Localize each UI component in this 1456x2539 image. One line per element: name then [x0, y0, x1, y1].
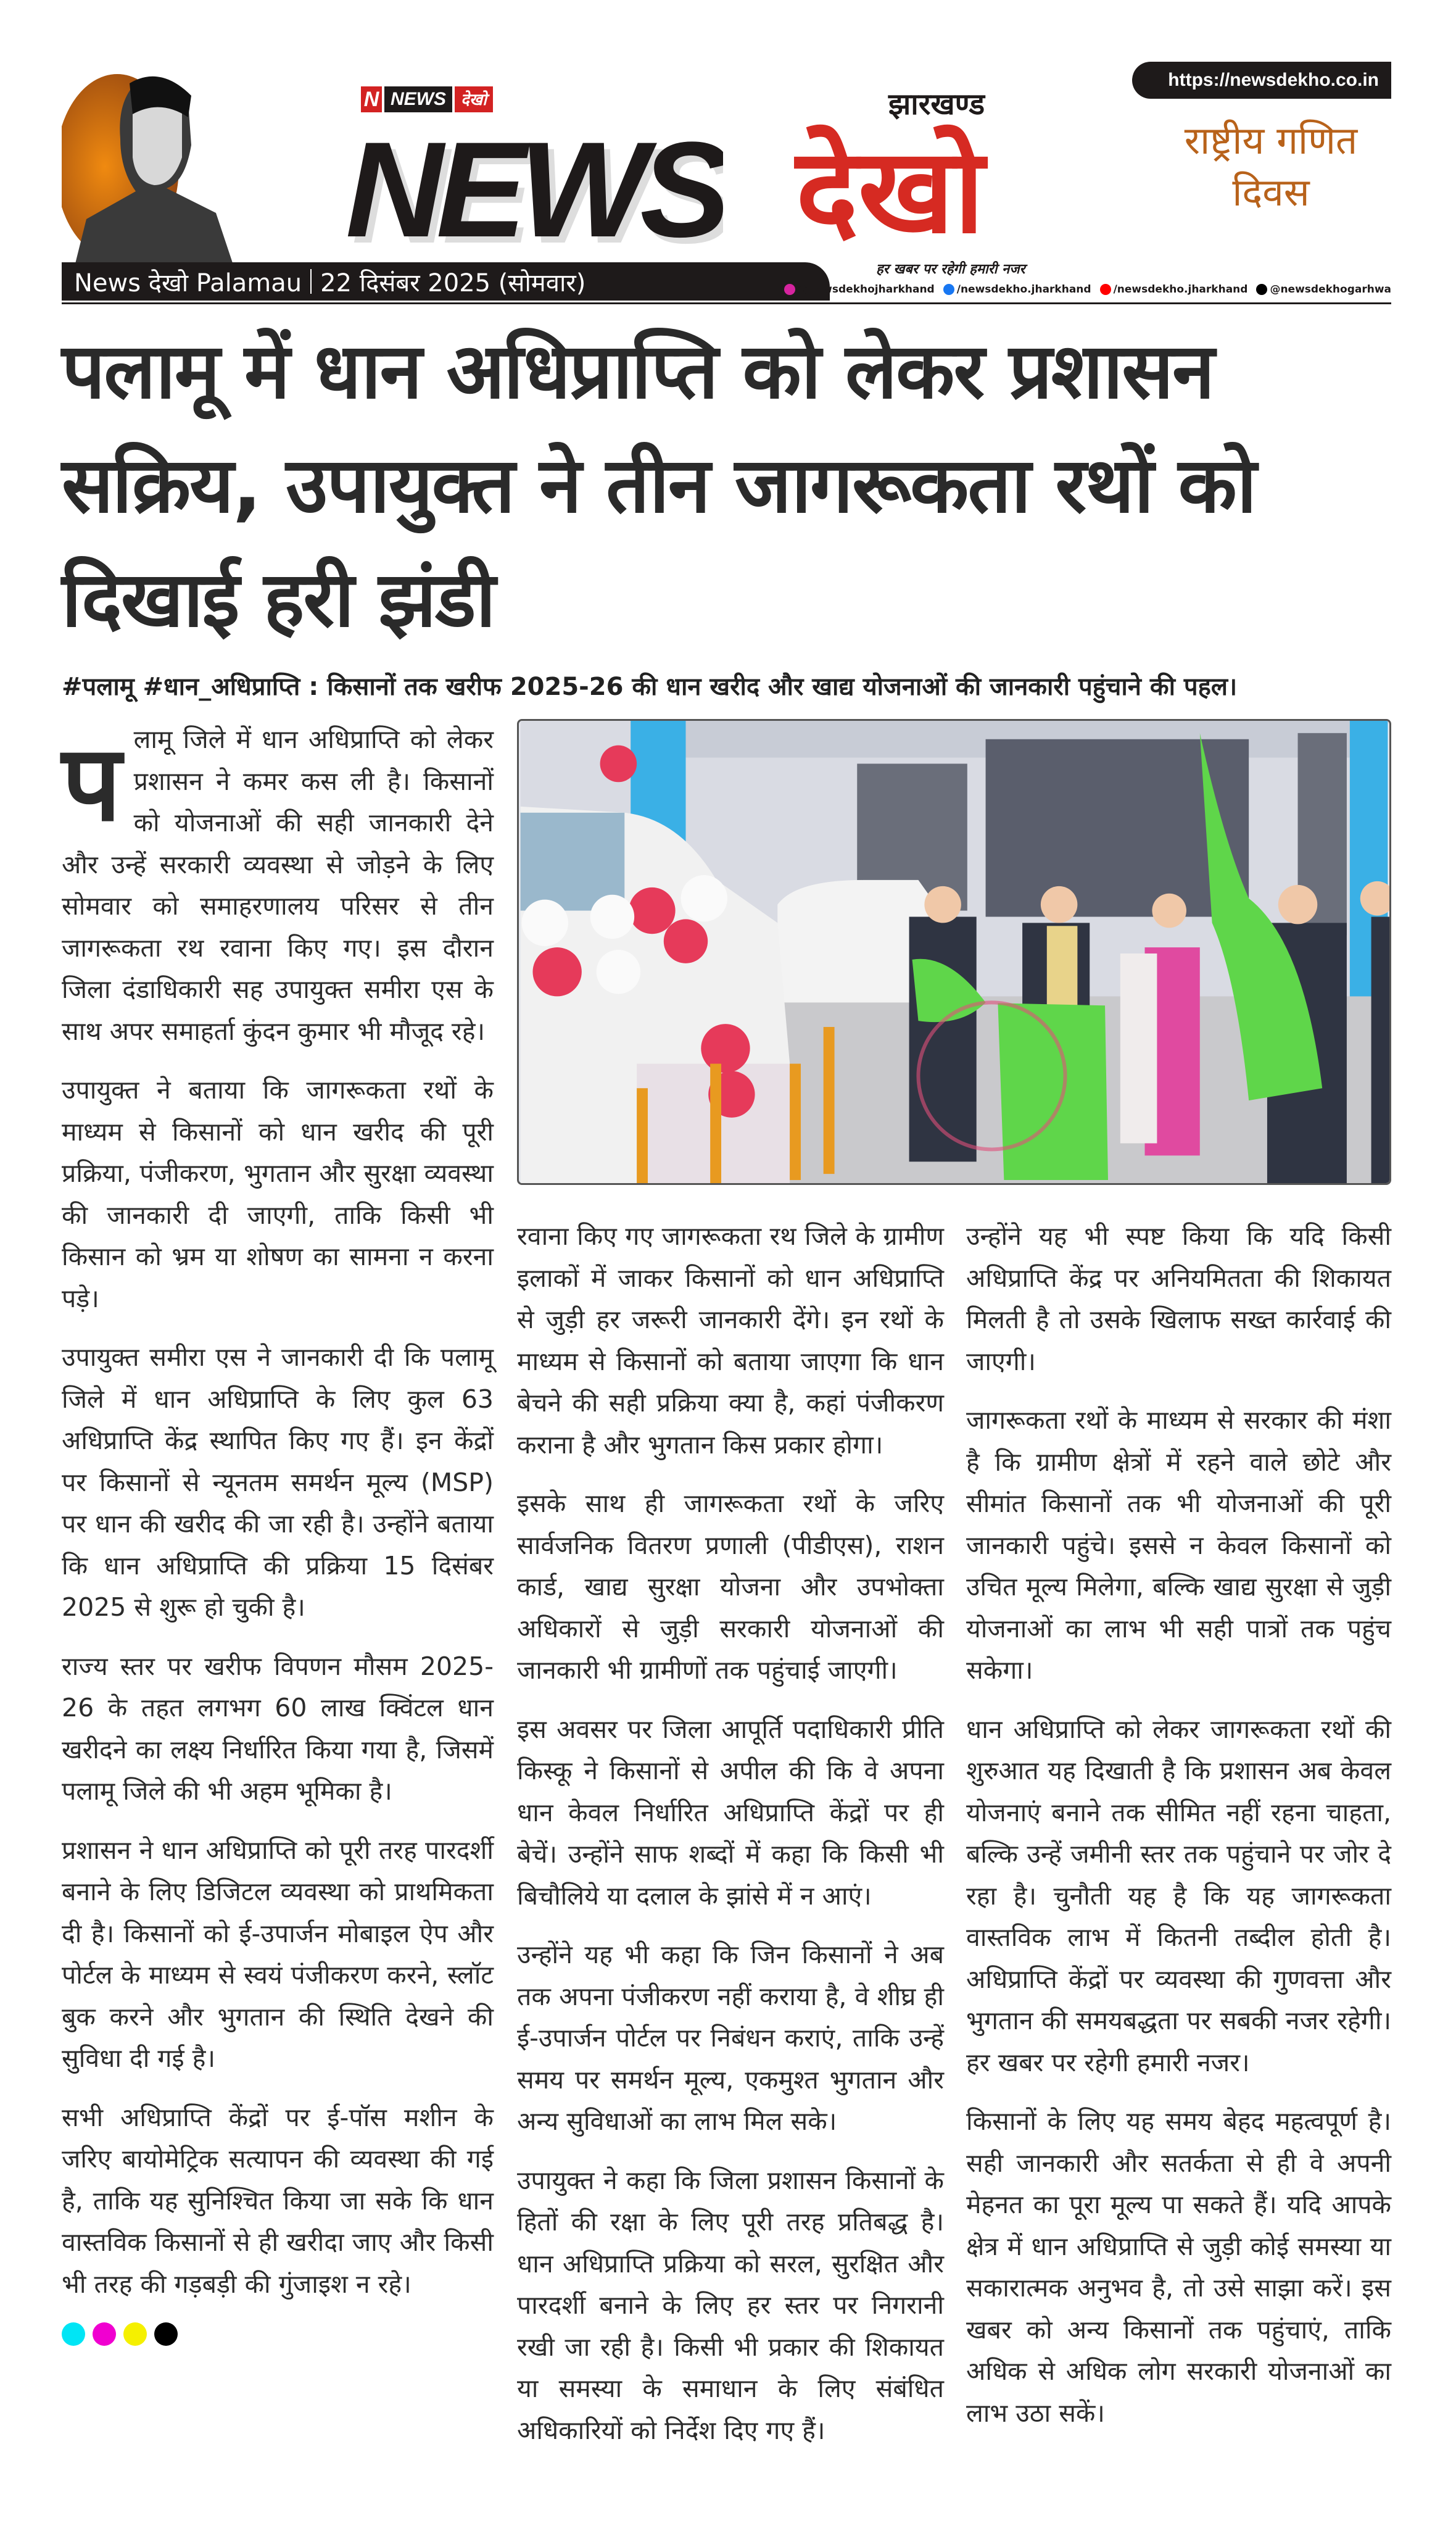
youtube-icon — [1100, 284, 1111, 295]
mini-logo-dekho: देखो — [455, 86, 493, 112]
edition-date: 22 दिसंबर 2025 (सोमवार) — [320, 268, 586, 297]
ramanujan-portrait — [62, 65, 271, 268]
social-handle: @newsdekhojharkhand — [797, 283, 935, 296]
article-paragraph: रवाना किए गए जागरूकता रथ जिले के ग्रामीण इलाकों में जाकर किसानों को धान अधिप्राप्ति से जुड़ी हर जरूरी जानकारी देंगे। इन रथों के माध्यम से किसानों को बताया जाएगा कि धान बेचने की सही प्रक्रिया क्या है, कहां पंजीकरण कराना है और भुगतान किस प्रकार होगा। — [517, 1221, 944, 1460]
social-youtube[interactable] — [1100, 283, 1248, 296]
magenta-dot — [93, 2322, 116, 2346]
logo-region: झारखण्ड — [888, 87, 985, 122]
article-paragraph: प्रशासन ने धान अधिप्राप्ति को पूरी तरह पारदर्शी बनाने के लिए डिजिटल व्यवस्था को प्राथमिकता दी है। किसानों को ई-उपार्जन मोबाइल ऐप और पोर्टल के माध्यम से स्वयं पंजीकरण करने, स्लॉट बुक करने और भुगतान की स्थिति देखने की सुविधा दी गई है। — [62, 1835, 494, 2073]
article-paragraph: किसानों के लिए यह समय बेहद महत्वपूर्ण है। सही जानकारी और सतर्कता से ही वे अपनी मेहनत का पूरा मूल्य पा सकते हैं। यदि आपके क्षेत्र में धान अधिप्राप्ति से जुड़ी कोई समस्या या सकारात्मक अनुभव है, तो उसे साझा करें। इस खबर को अन्य किसानों तक पहुंचाएं, ताकि अधिक से अधिक लोग सरकारी योजनाओं का लाभ उठा सकें। — [966, 2106, 1391, 2428]
drop-cap: प — [62, 723, 122, 845]
cyan-dot — [62, 2322, 85, 2346]
x-icon — [1256, 284, 1267, 295]
instagram-icon — [784, 284, 795, 295]
article-paragraph: उपायुक्त ने बताया कि जागरूकता रथों के माध्यम से किसानों को धान खरीद की पूरी प्रक्रिया, पंजीकरण, भुगतान और सुरक्षा व्यवस्था की जानकारी दी जाएगी, ताकि किसी भी किसान को भ्रम या शोषण का सामना न करना पड़े। — [62, 1075, 494, 1313]
article-column-left — [62, 719, 494, 2346]
article-right-area — [517, 719, 1391, 2469]
article-photo — [517, 719, 1391, 1185]
article-subheadline: #पलामू #धान_अधिप्राप्ति : किसानों तक खरीफ 2025-26 की धान खरीद और खाद्य योजनाओं की जानकारी पहुंचाने की पहल। — [62, 673, 1238, 701]
national-maths-day-banner: राष्ट्रीय गणित दिवस — [1184, 118, 1358, 215]
article-paragraph: उन्होंने यह भी कहा कि जिन किसानों ने अब तक अपना पंजीकरण नहीं कराया है, वे शीघ्र ही ई-उपार्जन पोर्टल पर निबंधन कराएं, ताकि उन्हें समय पर समर्थन मूल्य, एकमुश्त भुगतान और अन्य सुविधाओं का लाभ मिल सके। — [517, 1940, 944, 2136]
facebook-icon — [943, 284, 954, 295]
article-paragraph: उपायुक्त समीरा एस ने जानकारी दी कि पलामू जिले में धान अधिप्राप्ति के लिए कुल 63 अधिप्राप्ति केंद्र स्थापित किए गए हैं। इन केंद्रों पर किसानों से न्यूनतम समर्थन मूल्य (MSP) पर धान की खरीद की जा रही है। उन्होंने बताया कि धान अधिप्राप्ति की प्रक्रिया 15 दिसंबर 2025 से शुरू हो चुकी है। — [62, 1342, 494, 1622]
edition-date-bar — [62, 262, 830, 301]
article-paragraph: इसके साथ ही जागरूकता रथों के जरिए सार्वजनिक वितरण प्रणाली (पीडीएस), राशन कार्ड, खाद्य सुरक्षा योजना और उपभोक्ता अधिकारों से जुड़ी सरकारी योजनाओं की जानकारी भी ग्रामीणों तक पहुंचाई जाएगी। — [517, 1489, 944, 1685]
article-paragraph: उपायुक्त ने कहा कि जिला प्रशासन किसानों के हितों की रक्षा के लिए पूरी तरह प्रतिबद्ध है। धान अधिप्राप्ति प्रक्रिया को सरल, सुरक्षित और पारदर्शी बनाने के लिए हर स्तर पर निगरानी रखी जा रही है। किसी भी प्रकार की शिकायत या समस्या के समाधान के लिए संबंधित अधिकारियों को निर्देश दिए गए हैं। — [517, 2165, 944, 2445]
social-handle: @newsdekhogarhwa — [1270, 283, 1391, 296]
article-paragraph: उन्होंने यह भी स्पष्ट किया कि यदि किसी अधिप्राप्ति केंद्र पर अनियमितता की शिकायत मिलती है तो उसके खिलाफ सख्त कार्रवाई की जाएगी। — [966, 1221, 1391, 1376]
edition-name: News देखो Palamau — [74, 268, 302, 297]
yellow-dot — [123, 2322, 147, 2346]
logo-dekho: देखो — [796, 123, 985, 259]
black-dot — [154, 2322, 178, 2346]
social-handle: /newsdekho.jharkhand — [956, 283, 1091, 296]
logo-news: NEWS — [345, 121, 723, 258]
article-paragraph: धान अधिप्राप्ति को लेकर जागरूकता रथों की शुरुआत यह दिखाती है कि प्रशासन अब केवल योजनाएं बनाने तक सीमित नहीं रहना चाहता, बल्कि उन्हें जमीनी स्तर तक पहुंचाने पर जोर दे रहा है। चुनौती यह है कि यह जागरूकता वास्तविक लाभ में कितनी तब्दील होती है। अधिप्राप्ति केंद्रों पर व्यवस्था की गुणवत्ता और भुगतान की समयबद्धता पर सबकी नजर रहेगी। हर खबर पर रहेगी हमारी नजर। — [966, 1714, 1391, 2077]
article-paragraph — [62, 719, 494, 1052]
article-paragraph: इस अवसर पर जिला आपूर्ति पदाधिकारी प्रीति किस्कू ने किसानों से अपील की कि वे अपना धान केवल निर्धारित अधिप्राप्ति केंद्रों पर ही बेचें। उन्होंने साफ शब्दों में कहा कि किसी भी बिचौलिये या दलाल के झांसे में न आएं। — [517, 1714, 944, 1911]
article-column-right — [966, 1216, 1391, 2451]
article-body — [62, 719, 1394, 2469]
social-handle: /newsdekho.jharkhand — [1113, 283, 1248, 296]
article-paragraph: जागरूकता रथों के माध्यम से सरकार की मंशा है कि ग्रामीण क्षेत्रों में रहने वाले छोटे और सीमांत किसानों तक भी योजनाओं की पूरी जानकारी पहुंचे। इससे न केवल किसानों को उचित मूल्य मिलेगा, बल्कि खाद्य सुरक्षा से जुड़ी योजनाओं का लाभ भी सही पात्रों तक पहुंच सकेगा। — [966, 1405, 1391, 1685]
print-registration-marks — [62, 2322, 494, 2346]
social-facebook[interactable] — [943, 283, 1091, 296]
article — [62, 315, 1394, 2469]
mini-logo-n: N — [361, 86, 382, 112]
article-paragraph: राज्य स्तर पर खरीफ विपणन मौसम 2025-26 के तहत लगभग 60 लाख क्विंटल धान खरीदने का लक्ष्य निर्धारित किया गया है, जिसमें पलामू जिले की भी अहम भूमिका है। — [62, 1651, 494, 1806]
mini-logo-news: NEWS — [384, 86, 452, 112]
article-paragraph: सभी अधिप्राप्ति केंद्रों पर ई-पॉस मशीन के जरिए बायोमेट्रिक सत्यापन की व्यवस्था की गई है, ताकि यह सुनिश्चित किया जा सके कि धान वास्तविक किसानों से ही खरीदा जाए और किसी भी तरह की गड़बड़ी की गुंजाइश न रहे। — [62, 2102, 494, 2299]
social-x[interactable] — [1256, 283, 1391, 296]
masthead-divider — [62, 302, 1391, 304]
website-url[interactable]: https://newsdekho.co.in — [1132, 62, 1391, 99]
separator — [310, 269, 312, 294]
paragraph-text: लामू जिले में धान अधिप्राप्ति को लेकर प्रशासन ने कमर कस ली है। किसानों को योजनाओं की सही जानकारी देने और उन्हें सरकारी व्यवस्था से जोड़ने के लिए सोमवार को समाहरणालय परिसर से तीन जागरूकता रथ रवाना किए गए। इस दौरान जिला दंडाधिकारी सह उपायुक्त समीरा एस के साथ अपर समाहर्ता कुंदन कुमार भी मौजूद रहे। — [62, 725, 494, 1046]
article-subcolumns — [517, 1216, 1391, 2469]
social-instagram[interactable] — [784, 283, 935, 296]
article-column-middle — [517, 1216, 944, 2469]
social-links — [797, 283, 1391, 296]
mini-logo — [361, 86, 493, 112]
article-headline: पलामू में धान अधिप्राप्ति को लेकर प्रशासन सक्रिय, उपायुक्त ने तीन जागरूकता रथों को दिखाई हरी झंडी — [62, 327, 1255, 644]
logo-tagline: हर खबर पर रहेगी हमारी नजर — [876, 262, 1025, 277]
